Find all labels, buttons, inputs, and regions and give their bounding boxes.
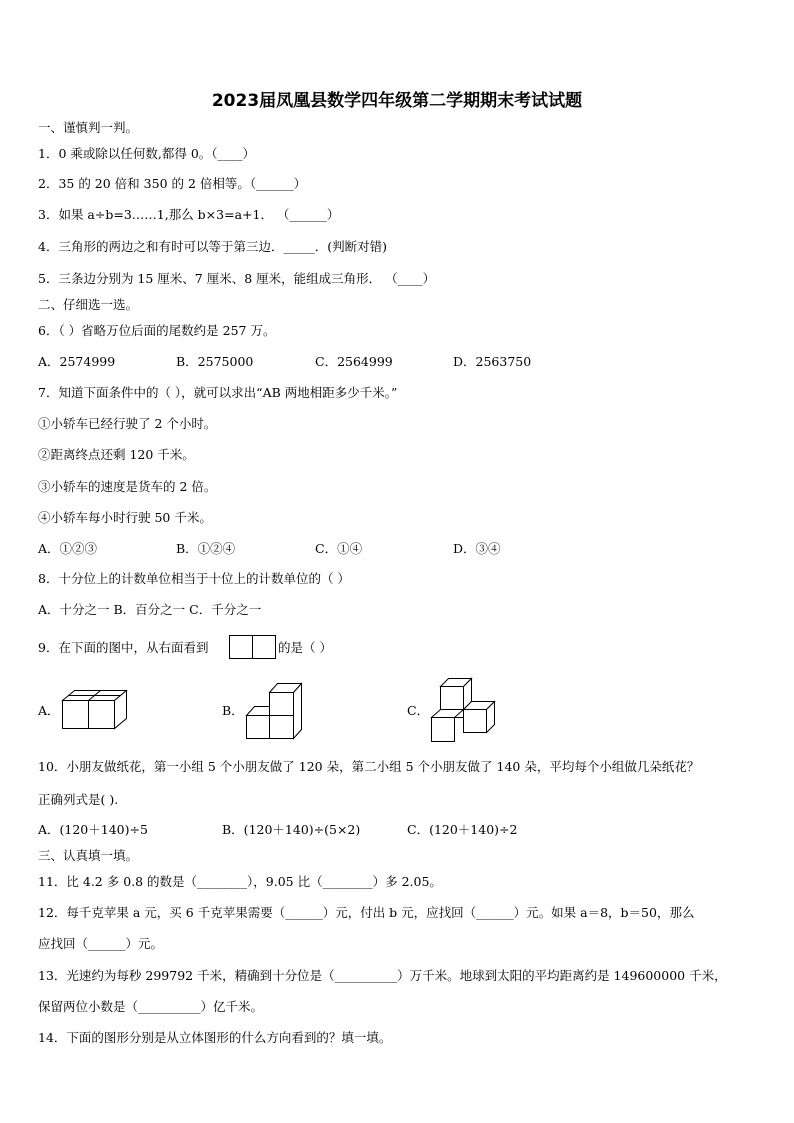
section-heading-1: 一、谨慎判一判。	[38, 120, 139, 135]
question-9-prefix: 9．在下面的图中，从右面看到	[38, 640, 209, 655]
question-9-suffix: 的是（ ）	[278, 640, 332, 655]
question-13-line-1: 13．光速约为每秒 299792 千米，精确到十分位是（__________）万千米。地球到太阳的平均距离约是 149600000 千米，	[38, 968, 727, 983]
question-12-line-1: 12．每千克苹果 a 元，买 6 千克苹果需要（______）元，付出 b 元，应找回（______）元。如果 a＝8，b＝50，那么	[38, 905, 695, 920]
question-11: 11．比 4.2 多 0.8 的数是（________），9.05 比（________）多 2.05。	[38, 874, 442, 889]
question-13-line-2: 保留两位小数是（__________）亿千米。	[38, 999, 264, 1014]
page-title: 2023届凤凰县数学四年级第二学期期末考试试题	[211, 91, 583, 111]
question-10-line-2: 正确列式是( ).	[38, 792, 119, 807]
q6-option-d: D．2563750	[453, 354, 532, 369]
q7-condition-2: ②距离终点还剩 120 千米。	[38, 447, 195, 462]
question-4: 4．三角形的两边之和有时可以等于第三边．_____．(判断对错)	[38, 239, 387, 254]
q7-condition-4: ④小轿车每小时行驶 50 千米。	[38, 510, 212, 525]
q8-options: A．十分之一 B．百分之一 C．千分之一	[38, 602, 262, 617]
q9-option-a-figure	[62, 688, 128, 732]
question-14: 14．下面的图形分别是从立体图形的什么方向看到的？填一填。	[38, 1030, 392, 1045]
q9-option-c-label: C．	[407, 703, 430, 718]
q9-option-a-label: A．	[38, 703, 60, 718]
q7-option-a: A．①②③	[38, 541, 98, 556]
q7-condition-1: ①小轿车已经行驶了 2 个小时。	[38, 416, 217, 431]
q7-condition-3: ③小轿车的速度是货车的 2 倍。	[38, 479, 217, 494]
question-10-line-1: 10．小朋友做纸花，第一小组 5 个小朋友做了 120 朵，第二小组 5 个小朋友做了 140 朵，平均每个小组做几朵纸花？	[38, 759, 700, 774]
q6-option-a: A．2574999	[38, 354, 116, 369]
q7-option-b: B．①②④	[176, 541, 236, 556]
question-3: 3．如果 a÷b=3……1,那么 b×3=a+1． （______）	[38, 207, 340, 222]
q9-option-c-figure	[431, 677, 497, 743]
q9-option-b-figure	[246, 682, 304, 740]
q10-option-b: B．(120＋140)÷(5×2)	[222, 822, 361, 837]
question-2: 2．35 的 20 倍和 350 的 2 倍相等。（______）	[38, 176, 307, 191]
q7-option-c: C．①④	[315, 541, 363, 556]
q9-option-b-label: B．	[222, 703, 244, 718]
question-1: 1．0 乘或除以任何数,都得 0。（____）	[38, 146, 256, 161]
question-7: 7．知道下面条件中的（ ），就可以求出“AB 两地相距多少千米。”	[38, 385, 398, 400]
q9-reference-view	[229, 635, 277, 660]
question-12-line-2: 应找回（______）元。	[38, 936, 164, 951]
question-6: 6．（ ）省略万位后面的尾数约是 257 万。	[38, 323, 276, 338]
q10-option-a: A．(120＋140)÷5	[38, 822, 148, 837]
section-heading-3: 三、认真填一填。	[38, 848, 139, 863]
q7-option-d: D．③④	[453, 541, 501, 556]
q6-option-c: C．2564999	[315, 354, 393, 369]
question-5: 5．三条边分别为 15 厘米、7 厘米、8 厘米，能组成三角形． （____）	[38, 271, 436, 286]
section-heading-2: 二、仔细选一选。	[38, 297, 139, 312]
q6-option-b: B．2575000	[176, 354, 254, 369]
q10-option-c: C．(120＋140)÷2	[407, 822, 518, 837]
question-8: 8．十分位上的计数单位相当于十位上的计数单位的（ ）	[38, 571, 350, 586]
